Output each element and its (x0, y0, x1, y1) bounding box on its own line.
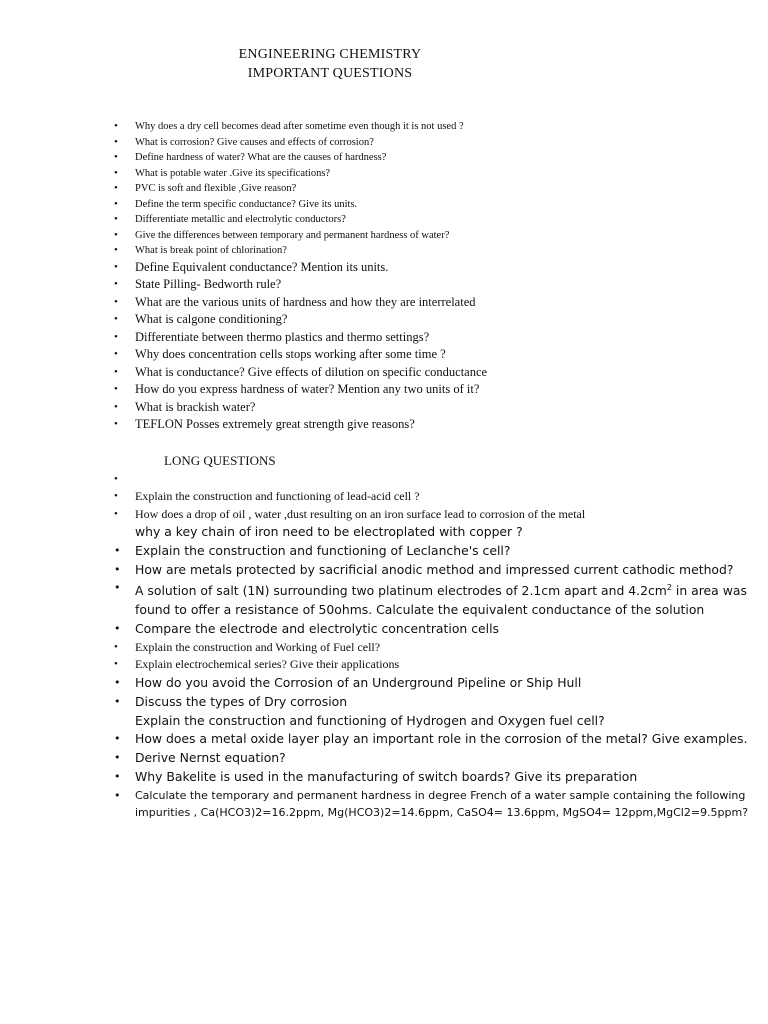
bullet-icon: • (114, 330, 118, 343)
list-item (0, 542, 755, 561)
bullet-icon: • (114, 151, 118, 163)
list-item (0, 787, 755, 821)
bullet-icon: • (114, 348, 118, 360)
bullet-icon: • (114, 490, 118, 502)
section-heading: LONG QUESTIONS (164, 453, 276, 468)
question-text: How do you avoid the Corrosion of an Underground Pipeline or Ship Hull (135, 674, 582, 690)
bullet-icon: • (114, 788, 121, 802)
list-item (0, 381, 755, 399)
question-text: PVC is soft and flexible ,Give reason? (135, 183, 297, 194)
question-text: Define Equivalent conductance? Mention its units. (135, 259, 389, 274)
question-text: Explain electrochemical series? Give their applications (135, 657, 400, 672)
bullet-icon: • (114, 658, 118, 671)
question-text: State Pilling- Bedworth rule? (135, 277, 282, 291)
bullet-icon: • (114, 313, 118, 325)
question-text: What is break point of chlorination? (135, 245, 287, 256)
bullet-icon: • (114, 278, 118, 290)
question-text: Explain the construction and functioning of Hydrogen and Oxygen fuel cell? (135, 712, 605, 728)
list-item (0, 693, 755, 712)
list-item (0, 639, 755, 657)
bullet-icon: • (114, 260, 118, 273)
list-item (0, 523, 755, 542)
list-item (0, 197, 755, 213)
list-item (0, 768, 755, 787)
question-text: Define hardness of water? What are the causes of hardness? (135, 152, 387, 163)
bullet-icon: • (114, 581, 121, 595)
bullet-icon: • (114, 295, 118, 308)
question-text: TEFLON Posses extremely great strength give reasons? (135, 417, 415, 431)
bullet-icon: • (114, 197, 118, 210)
bullet-icon: • (114, 120, 118, 132)
list-item (0, 488, 755, 506)
bullet-icon: • (114, 244, 118, 256)
bullet-icon: • (114, 562, 121, 576)
question-text: What is calgone conditioning? (135, 312, 288, 326)
bullet-icon: • (114, 507, 118, 520)
question-text: Differentiate between thermo plastics and thermo settings? (135, 329, 430, 344)
document-title: ENGINEERING CHEMISTRY (238, 47, 422, 62)
list-item (0, 712, 755, 731)
question-text: Explain the construction and functioning of Leclanche's cell? (135, 542, 511, 558)
bullet-icon: • (114, 732, 121, 746)
bullet-icon: • (114, 135, 118, 148)
bullet-icon: • (114, 400, 118, 413)
bullet-icon: • (114, 365, 118, 378)
question-text: Explain the construction and Working of Fuel cell? (135, 639, 381, 654)
bullet-icon: • (114, 182, 118, 194)
question-text: What are the various units of hardness and how they are interrelated (135, 294, 476, 309)
list-item (0, 674, 755, 693)
list-item (0, 399, 755, 417)
question-text: Why Bakelite is used in the manufacturing of switch boards? Give its preparation (135, 768, 638, 784)
question-text-continued: in area was found to offer a resistance of 50ohms. Calculate the equivalent conductance of the solution (135, 583, 747, 618)
list-item (0, 259, 755, 277)
question-text: What is conductance? Give effects of dilution on specific conductance (135, 364, 488, 379)
question-text: Why does a dry cell becomes dead after sometime even though it is not used ? (135, 121, 464, 132)
question-text: Discuss the types of Dry corrosion (135, 693, 348, 709)
list-item (0, 276, 755, 294)
list-item (0, 119, 755, 135)
bullet-icon: • (114, 640, 118, 653)
bullet-icon: • (114, 543, 121, 557)
list-item (0, 243, 755, 259)
list-item (0, 416, 755, 434)
list-item (0, 471, 755, 488)
list-item (0, 364, 755, 382)
question-text: Derive Nernst equation? (135, 750, 286, 766)
question-text: Calculate the temporary and permanent hardness in degree French of a water sample containing the following impurities , Ca(HCO3)2=16.2ppm, Mg(HCO3)2=14.6ppm, CaSO4= 13.6ppm, MgSO4= 12ppm,MgCl2=9.5ppm? (135, 788, 749, 819)
list-item (0, 212, 755, 228)
bullet-icon: • (114, 675, 121, 689)
list-item (0, 620, 755, 639)
list-item (0, 561, 755, 580)
question-text: A solution of salt (1N) surrounding two platinum electrodes of 2.1cm apart and 4.2cm (135, 583, 667, 599)
list-item (0, 228, 755, 244)
question-text: What is corrosion? Give causes and effects of corrosion? (135, 136, 374, 148)
list-item (0, 506, 768, 524)
list-item (0, 749, 755, 768)
list-item (0, 181, 755, 197)
question-text: Why does concentration cells stops working after some time ? (135, 347, 446, 361)
list-item (0, 656, 755, 674)
question-text: Differentiate metallic and electrolytic conductors? (135, 214, 346, 225)
list-item (0, 311, 755, 329)
question-text: How are metals protected by sacrificial anodic method and impressed current cathodic method? (135, 561, 734, 577)
question-text: Explain the construction and functioning of lead-acid cell ? (135, 489, 420, 503)
bullet-icon: • (114, 228, 118, 241)
question-text: What is potable water .Give its specifications? (135, 167, 331, 179)
question-text: How do you express hardness of water? Mention any two units of it? (135, 382, 480, 396)
list-item (0, 135, 755, 151)
question-text: Compare the electrode and electrolytic concentration cells (135, 621, 499, 637)
list-item (0, 294, 755, 312)
question-text: How does a metal oxide layer play an important role in the corrosion of the metal? Give examples. (135, 731, 748, 747)
document-subtitle: IMPORTANT QUESTIONS (247, 66, 413, 81)
question-text: why a key chain of iron need to be electroplated with copper ? (135, 524, 523, 539)
bullet-icon: • (114, 213, 118, 225)
list-item (0, 166, 755, 182)
bullet-icon: • (114, 694, 121, 708)
short-questions-list (0, 119, 768, 434)
question-text: Give the differences between temporary and permanent hardness of water? (135, 229, 450, 241)
list-item (0, 329, 755, 347)
bullet-icon: • (114, 383, 118, 395)
bullet-icon: • (114, 622, 121, 636)
bullet-icon: • (114, 418, 118, 430)
question-text: How does a drop of oil , water ,dust resulting on an iron surface lead to corrosion of the metal (135, 506, 586, 521)
list-item (0, 579, 755, 620)
bullet-icon: • (114, 769, 121, 783)
superscript: 2 (666, 583, 672, 593)
bullet-icon: • (114, 751, 121, 765)
bullet-icon: • (114, 473, 118, 485)
list-item (0, 730, 755, 749)
long-questions-list (0, 471, 768, 821)
question-text: Define the term specific conductance? Give its units. (135, 198, 358, 210)
bullet-icon: • (114, 166, 118, 179)
question-text: What is brackish water? (135, 399, 256, 414)
list-item (0, 346, 755, 364)
list-item (0, 150, 755, 166)
